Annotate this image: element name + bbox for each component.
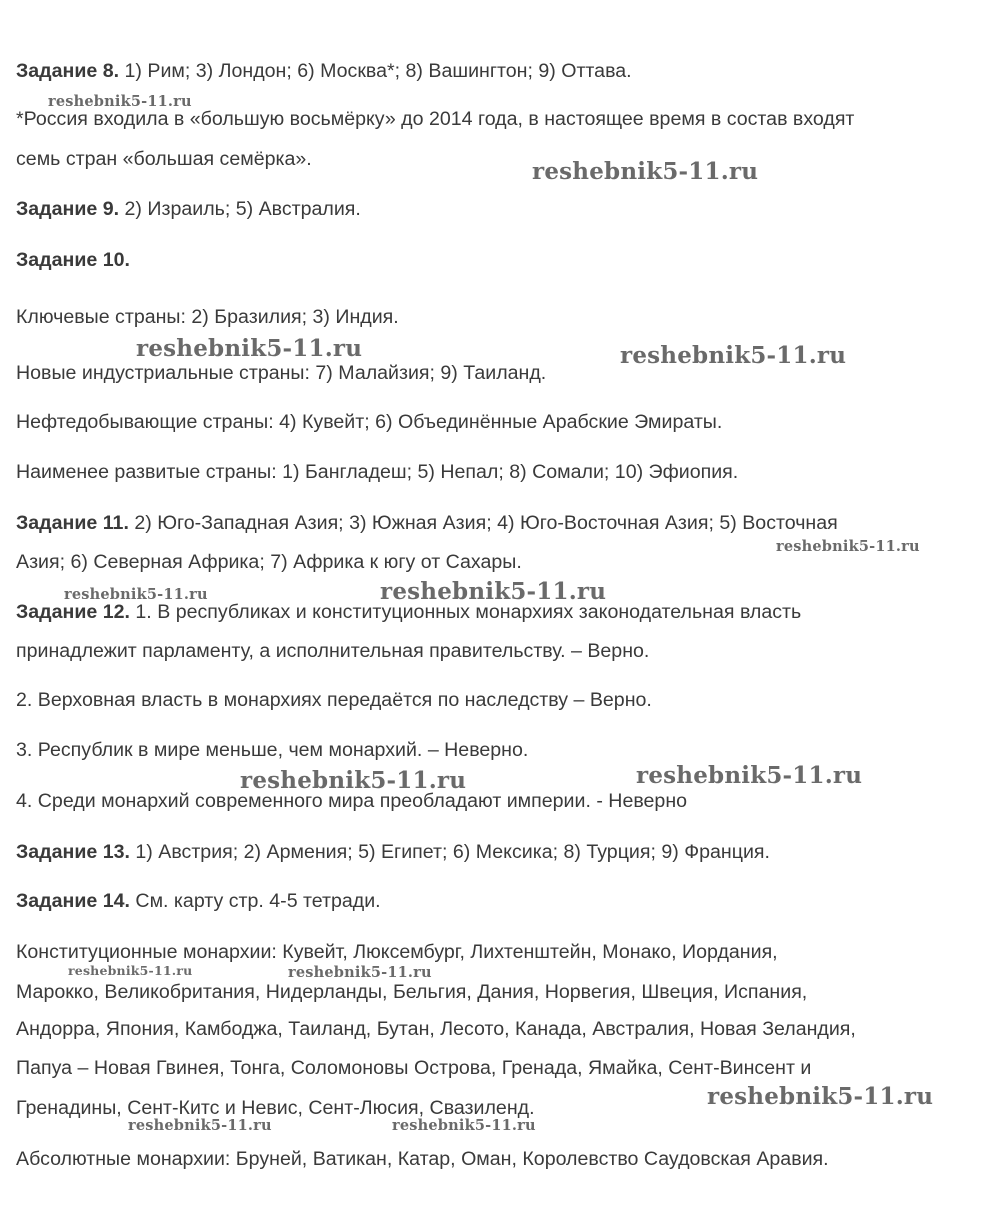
watermark: reshebnik5-11.ru bbox=[707, 1083, 934, 1110]
watermark: reshebnik5-11.ru bbox=[128, 1117, 272, 1134]
task-12-item-4: 4. Среди монархий современного мира преобладают империи. - Неверно bbox=[16, 790, 688, 812]
task-12-answer: 1. В республиках и конституционных монархиях законодательная власть bbox=[129, 601, 802, 623]
task-8-note-2: семь стран «большая семёрка». bbox=[16, 148, 312, 170]
watermark: reshebnik5-11.ru bbox=[288, 964, 432, 981]
task-13-line bbox=[16, 841, 770, 863]
task-8-answer: 1) Рим; 3) Лондон; 6) Москва*; 8) Вашингтон; 9) Оттава. bbox=[119, 60, 632, 82]
task-9-answer: 2) Израиль; 5) Австралия. bbox=[119, 198, 361, 220]
task-12-item-3: 3. Республик в мире меньше, чем монархий. – Неверно. bbox=[16, 739, 529, 761]
task-11-cont: Азия; 6) Северная Африка; 7) Африка к югу от Сахары. bbox=[16, 551, 522, 573]
task-10-line bbox=[16, 249, 130, 271]
watermark: reshebnik5-11.ru bbox=[64, 586, 208, 603]
task-12-item-2: 2. Верховная власть в монархиях передаётся по наследству – Верно. bbox=[16, 689, 652, 711]
watermark: reshebnik5-11.ru bbox=[68, 963, 193, 978]
task-9-label: Задание 9. bbox=[16, 198, 120, 220]
watermark: reshebnik5-11.ru bbox=[620, 342, 847, 369]
watermark: reshebnik5-11.ru bbox=[636, 762, 863, 789]
task-14-line-4: Папуа – Новая Гвинея, Тонга, Соломоновы Острова, Гренада, Ямайка, Сент-Винсент и bbox=[16, 1057, 812, 1079]
task-14-line bbox=[16, 890, 381, 912]
watermark: reshebnik5-11.ru bbox=[380, 578, 607, 605]
task-11-answer: 2) Юго-Западная Азия; 3) Южная Азия; 4) Юго-Восточная Азия; 5) Восточная bbox=[128, 512, 838, 534]
task-14-line-3: Андорра, Япония, Камбоджа, Таиланд, Бутан, Лесото, Канада, Австралия, Новая Зеландия, bbox=[16, 1018, 856, 1040]
task-9-line bbox=[16, 198, 361, 220]
task-8-note-1: *Россия входила в «большую восьмёрку» до 2014 года, в настоящее время в состав входят bbox=[16, 108, 855, 130]
task-10-ldc-countries: Наименее развитые страны: 1) Бангладеш; 5) Непал; 8) Сомали; 10) Эфиопия. bbox=[16, 461, 739, 483]
task-10-oil-countries: Нефтедобывающие страны: 4) Кувейт; 6) Объединённые Арабские Эмираты. bbox=[16, 411, 723, 433]
task-10-nic-countries: Новые индустриальные страны: 7) Малайзия; 9) Таиланд. bbox=[16, 362, 547, 384]
task-13-answer: 1) Австрия; 2) Армения; 5) Египет; 6) Мексика; 8) Турция; 9) Франция. bbox=[129, 841, 770, 863]
task-14-line-2: Марокко, Великобритания, Нидерланды, Бельгия, Дания, Норвегия, Швеция, Испания, bbox=[16, 981, 808, 1003]
task-11-line bbox=[16, 512, 838, 534]
task-10-key-countries: Ключевые страны: 2) Бразилия; 3) Индия. bbox=[16, 306, 399, 328]
watermark: reshebnik5-11.ru bbox=[240, 767, 467, 794]
task-12-cont: принадлежит парламенту, а исполнительная правительству. – Верно. bbox=[16, 640, 650, 662]
watermark: reshebnik5-11.ru bbox=[136, 335, 363, 362]
watermark: reshebnik5-11.ru bbox=[532, 158, 759, 185]
task-13-label: Задание 13. bbox=[16, 841, 130, 863]
task-14-line-5: Гренадины, Сент-Китс и Невис, Сент-Люсия, Свазиленд. bbox=[16, 1097, 535, 1119]
task-11-label: Задание 11. bbox=[16, 512, 129, 534]
task-14-line-1: Конституционные монархии: Кувейт, Люксембург, Лихтенштейн, Монако, Иордания, bbox=[16, 941, 778, 963]
watermark: reshebnik5-11.ru bbox=[392, 1117, 536, 1134]
watermark: reshebnik5-11.ru bbox=[776, 538, 920, 555]
task-8-line bbox=[16, 60, 632, 82]
task-14-absolute: Абсолютные монархии: Бруней, Ватикан, Катар, Оман, Королевство Саудовская Аравия. bbox=[16, 1148, 829, 1170]
task-14-answer: См. карту стр. 4-5 тетради. bbox=[129, 890, 381, 912]
task-10-label: Задание 10. bbox=[16, 249, 130, 271]
task-8-label: Задание 8. bbox=[16, 60, 120, 82]
task-12-label: Задание 12. bbox=[16, 601, 130, 623]
watermark: reshebnik5-11.ru bbox=[48, 93, 192, 110]
task-14-label: Задание 14. bbox=[16, 890, 130, 912]
